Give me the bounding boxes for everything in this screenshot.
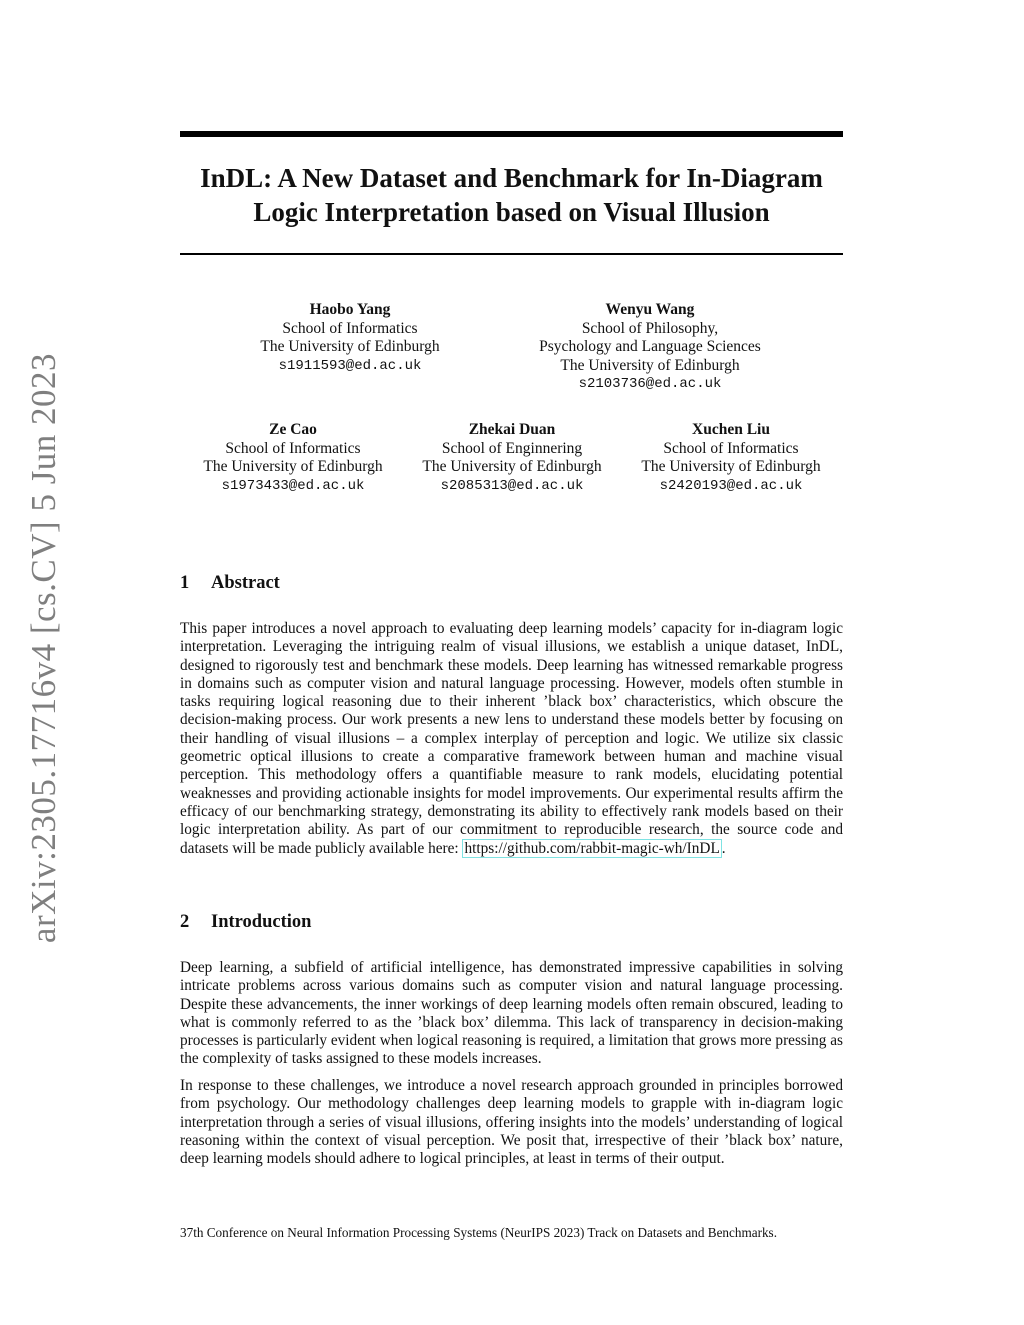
author-affiliation: School of Philosophy, [581,319,719,337]
paper-title: InDL: A New Dataset and Benchmark for In-Diagram Logic Interpretation based on Visual Illusion [200,163,823,227]
author-name: Zhekai Duan [468,421,556,438]
title-bottom-rule [180,253,843,255]
author-affiliation: School of Informatics [282,319,418,337]
author-affiliation: The University of Edinburgh [260,338,440,355]
author-name: Haobo Yang [309,301,391,318]
author-email: s2085313@ed.ac.uk [440,477,584,494]
abstract-paragraph [180,620,843,858]
title-top-rule [180,131,843,137]
author-block [203,421,382,495]
conference-footnote: 37th Conference on Neural Information Processing Systems (NeurIPS 2023) Track on Datasets and Benchmarks. [180,1225,777,1240]
author-block [422,421,601,495]
author-block [539,301,761,394]
section-heading-introduction [180,911,311,933]
section-title: Abstract [211,573,280,593]
introduction-paragraph: In response to these challenges, we introduce a novel research approach grounded in principles borrowed from psychology. Our methodology challenges deep learning models to grapple with in-diagram logic interpretation through a series of visual illusions, offering insights into the models’ understanding of logical reasoning within the context of visual perception. We posit that, irrespective of their ’black box’ nature, deep learning models should adhere to logical principles, at least in terms of their output. [180,1077,843,1168]
author-email: s2103736@ed.ac.uk [578,376,722,392]
section-number: 2 [180,912,190,932]
arxiv-identifier: arXiv:2305.17716v4 [cs.CV] 5 Jun 2023 [24,352,63,944]
author-affiliation: School of Enginnering [441,439,583,457]
author-email: s1911593@ed.ac.uk [278,357,422,374]
introduction-paragraph: Deep learning, a subfield of artificial intelligence, has demonstrated impressive capabilities in solving intricate problems across various domains such as computer vision and natural language processing. Despite these advancements, the inner workings of deep learning models often remain obscured, leading to what is commonly referred to as the ’black box’ dilemma. This lack of transparency in decision-making processes is particularly evident when logical reasoning is required, a limitation that grows more pressing as the complexity of tasks assigned to these models increases. [180,959,843,1068]
author-affiliation: Psychology and Language Sciences [539,338,761,355]
author-name: Wenyu Wang [605,301,695,318]
section-title: Introduction [211,912,312,932]
author-affiliation: The University of Edinburgh [422,458,602,475]
section-number: 1 [180,573,190,593]
author-block [641,421,820,495]
author-email: s2420193@ed.ac.uk [659,477,803,494]
abstract-text: This paper introduces a novel approach to evaluating deep learning models’ capacity for in-diagram logic interpretation. Leveraging the intriguing realm of visual illusions, we establish a unique dataset, InDL, designed to rigorously test and benchmark these models. Deep learning has witnessed remarkable progress in domains such as computer vision and natural language processing. However, models often stumble in tasks requiring logical reasoning due to their inherent ’black box’ characteristics, which obscure the decision-making process. Our work presents a new lens to understand these models better by focusing on their handling of visual illusions – a complex interplay of perception and logic. We utilize six classic geometric optical illusions to create a comparative framework between human and machine visual perception. This methodology offers a quantifiable measure to rank models, elucidating potential weaknesses and providing actionable insights for model improvements. Our experimental results affirm the efficacy of our benchmarking strategy, demonstrating its ability to effectively rank models based on their logic interpretation ability. As part of our commitment to reproducible research, the source code and datasets will be made publicly available here: [180,620,843,857]
author-affiliation: The University of Edinburgh [203,458,383,475]
author-name: Xuchen Liu [692,421,770,438]
author-affiliation: School of Informatics [225,439,361,457]
author-email: s1973433@ed.ac.uk [221,477,365,494]
author-affiliation: The University of Edinburgh [641,458,821,475]
author-affiliation: School of Informatics [663,439,799,457]
author-block [260,301,439,375]
author-name: Ze Cao [269,421,317,438]
github-link[interactable]: https://github.com/rabbit-magic-wh/InDL [464,839,720,857]
section-heading-abstract [180,572,280,594]
abstract-end: . [721,839,726,857]
author-affiliation: The University of Edinburgh [560,356,740,374]
